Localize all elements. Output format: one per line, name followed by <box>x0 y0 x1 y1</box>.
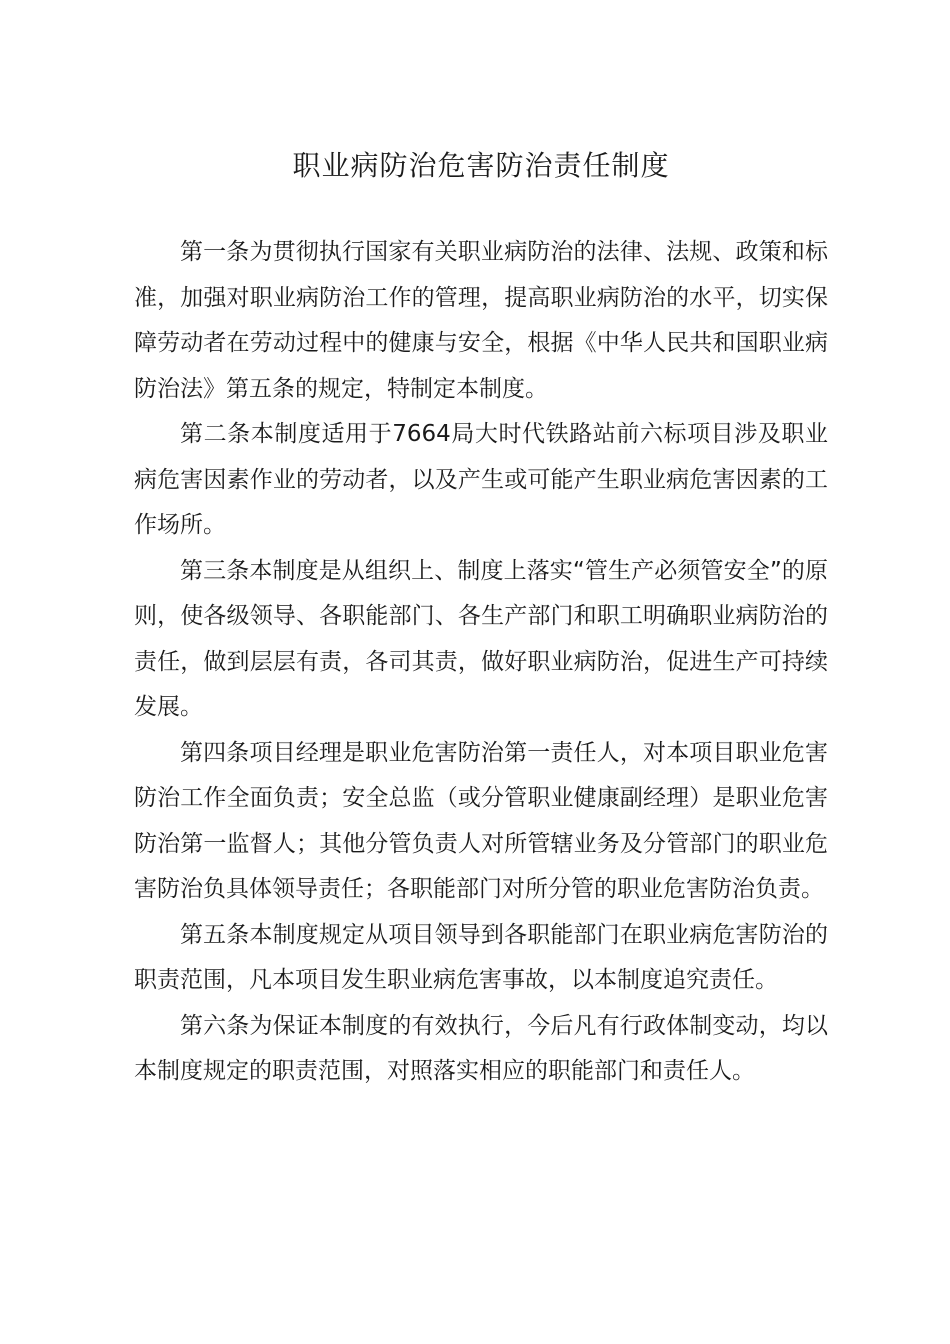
article-6: 第六条为保证本制度的有效执行，今后凡有行政体制变动，均以本制度规定的职责范围，对照落实相应的职能部门和责任人。 <box>134 1012 828 1084</box>
document-title: 职业病防治危害防治责任制度 <box>292 149 670 182</box>
article-2: 第二条本制度适用于7664局大时代铁路站前六标项目涉及职业病危害因素作业的劳动者，以及产生或可能产生职业病危害因素的工作场所。 <box>134 421 828 538</box>
articles-body <box>134 230 828 1095</box>
article-3: 第三条本制度是从组织上、制度上落实“管生产必须管安全”的原则，使各级领导、各职能部门、各生产部门和职工明确职业病防治的责任，做到层层有责，各司其责，做好职业病防治，促进生产可持续发展。 <box>134 557 828 720</box>
article-1: 第一条为贯彻执行国家有关职业病防治的法律、法规、政策和标准，加强对职业病防治工作的管理，提高职业病防治的水平，切实保障劳动者在劳动过程中的健康与安全，根据《中华人民共和国职业病防治法》第五条的规定，特制定本制度。 <box>134 239 828 402</box>
article-4: 第四条项目经理是职业危害防治第一责任人，对本项目职业危害防治工作全面负责；安全总监（或分管职业健康副经理）是职业危害防治第一监督人；其他分管负责人对所管辖业务及分管部门的职业危害防治负具体领导责任；各职能部门对所分管的职业危害防治负责。 <box>134 739 828 902</box>
article-5: 第五条本制度规定从项目领导到各职能部门在职业病危害防治的职责范围，凡本项目发生职业病危害事故，以本制度追究责任。 <box>134 921 828 993</box>
